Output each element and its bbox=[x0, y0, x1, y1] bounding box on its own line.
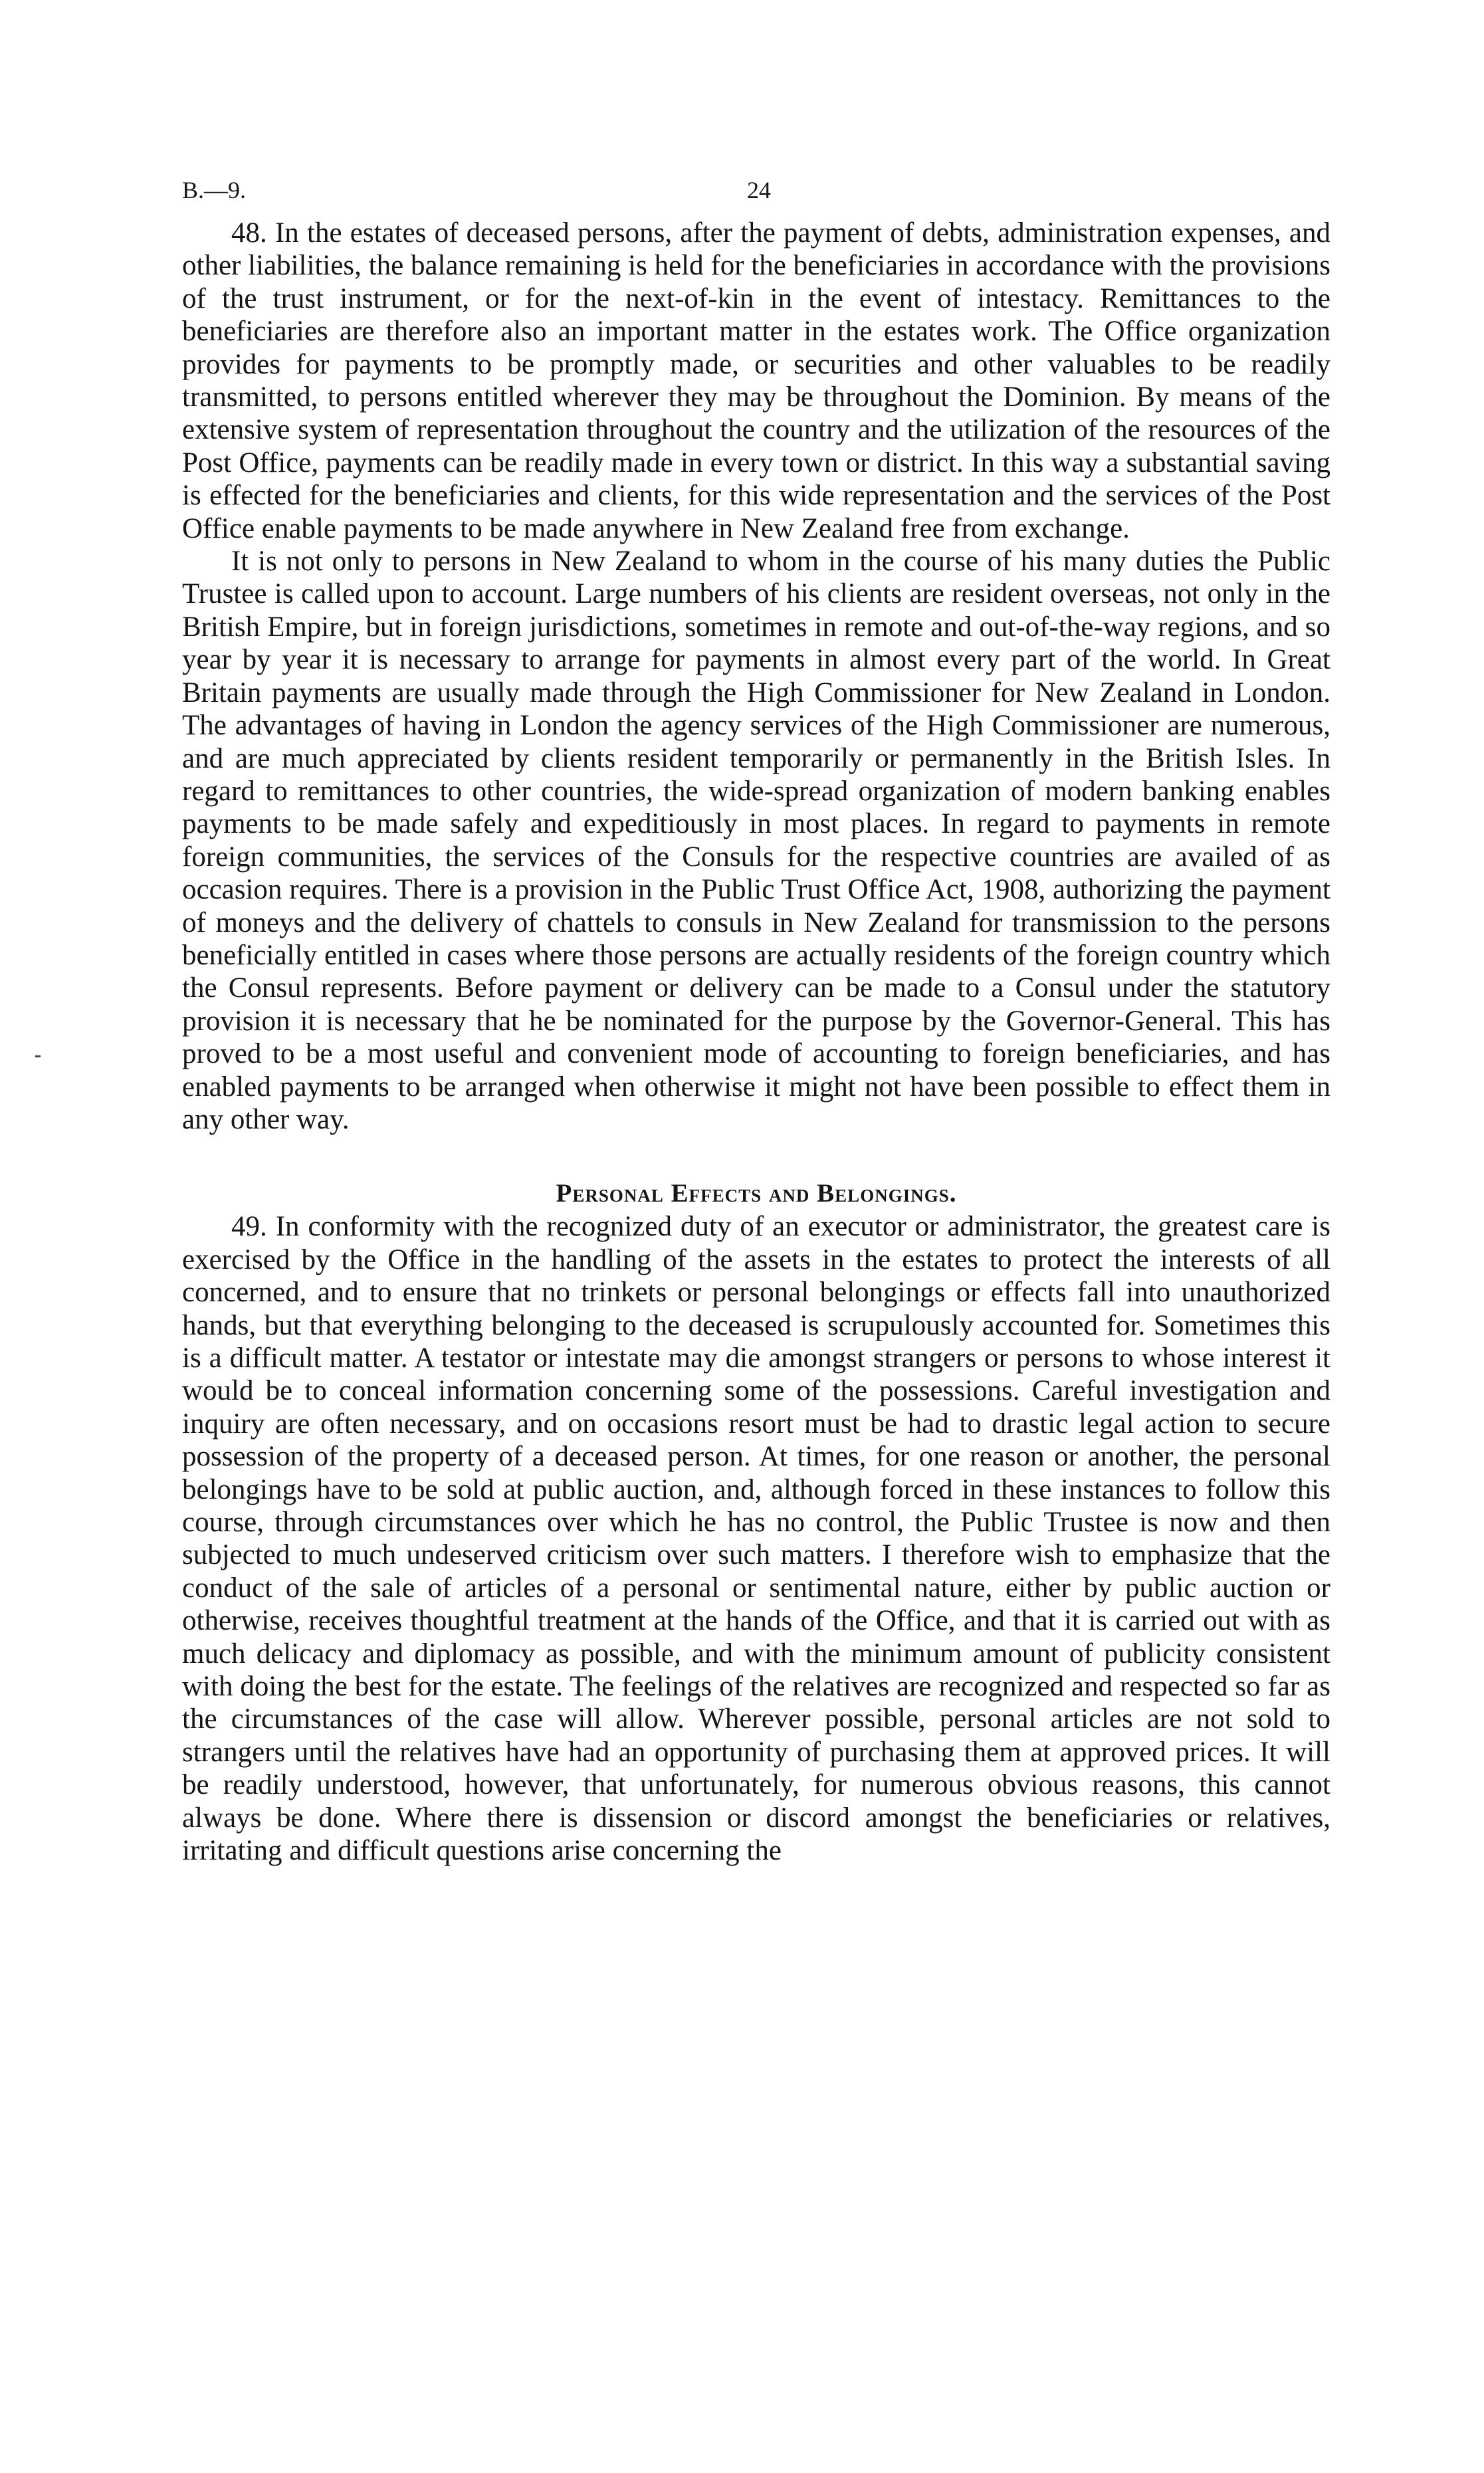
document-reference: B.—9. bbox=[182, 177, 247, 203]
margin-mark bbox=[35, 1055, 41, 1057]
page-number: 24 bbox=[747, 177, 771, 203]
paragraph-48: 48. In the estates of deceased persons, after the payment of debts, administration expenses, and other liabilities, the balance remaining is held for the beneficiaries in accordance with the provisions of the trust instrument, or for the next-of-kin in the event of intestacy. Remittances to the beneficiaries are therefore also an important matter in the estates work. The Office organization provides for payments to be promptly made, or securities and other valuables to be readily transmitted, to persons entitled wherever they may be throughout the Dominion. By means of the extensive system of representation throughout the country and the utilization of the resources of the Post Office, payments can be readily made in every town or district. In this way a substantial saving is effected for the beneficiaries and clients, for this wide representation and the services of the Post Office enable payments to be made anywhere in New Zealand free from exchange. bbox=[182, 217, 1330, 544]
paragraph-49: 49. In conformity with the recognized duty of an executor or administrator, the greatest care is exercised by the Office in the handling of the assets in the estates to protect the interests of all concerned, and to ensure that no trinkets or personal belongings or effects fall into unauthorized hands, but that everything belonging to the deceased is scrupulously accounted for. Sometimes this is a difficult matter. A testator or intestate may die amongst strangers or persons to whose interest it would be to conceal information concerning some of the possessions. Careful investigation and inquiry are often necessary, and on occasions resort must be had to drastic legal action to secure possession of the property of a deceased person. At times, for one reason or another, the personal belongings have to be sold at public auction, and, although forced in these instances to follow this course, through circumstances over which he has no control, the Public Trustee is now and then subjected to much undeserved criticism over such matters. I therefore wish to emphasize that the conduct of the sale of articles of a personal or sentimental nature, either by public auction or otherwise, receives thoughtful treatment at the hands of the Office, and that it is carried out with as much delicacy and diplomacy as possible, and with the minimum amount of publicity consistent with doing the best for the estate. The feelings of the relatives are recognized and respected so far as the circumstances of the case will allow. Wherever possible, personal articles are not sold to strangers until the relatives have had an opportunity of purchasing them at approved prices. It will be readily understood, however, that unfortunately, for numerous obvious reasons, this cannot always be done. Where there is dissension or discord amongst the beneficiaries or relatives, irritating and difficult questions arise concerning the bbox=[182, 1211, 1330, 1867]
page-header bbox=[182, 177, 1330, 217]
section-heading: Personal Effects and Belongings. bbox=[556, 1179, 957, 1208]
paragraph-48-continued: It is not only to persons in New Zealand to whom in the course of his many duties the Public Trustee is called upon to account. Large numbers of his clients are resident overseas, not only in the British Empire, but in foreign jurisdictions, sometimes in remote and out-of-the-way regions, and so year by year it is necessary to arrange for payments in almost every part of the world. In Great Britain payments are usually made through the High Commissioner for New Zealand in London. The advantages of having in London the agency services of the High Commissioner are numerous, and are much appreciated by clients resident temporarily or permanently in the British Isles. In regard to remittances to other countries, the wide-spread organization of modern banking enables payments to be made safely and expeditiously in most places. In regard to payments in remote foreign communities, the services of the Consuls for the respective countries are availed of as occasion requires. There is a provision in the Public Trust Office Act, 1908, authorizing the payment of moneys and the delivery of chattels to consuls in New Zealand for transmission to the persons beneficially entitled in cases where those persons are actually residents of the foreign country which the Consul represents. Before payment or delivery can be made to a Consul under the statutory provision it is necessary that he be nominated for the purpose by the Governor-General. This has proved to be a most useful and convenient mode of accounting to foreign beneficiaries, and has enabled payments to be arranged when otherwise it might not have been possible to effect them in any other way. bbox=[182, 546, 1330, 1135]
document-page bbox=[182, 177, 1330, 1868]
